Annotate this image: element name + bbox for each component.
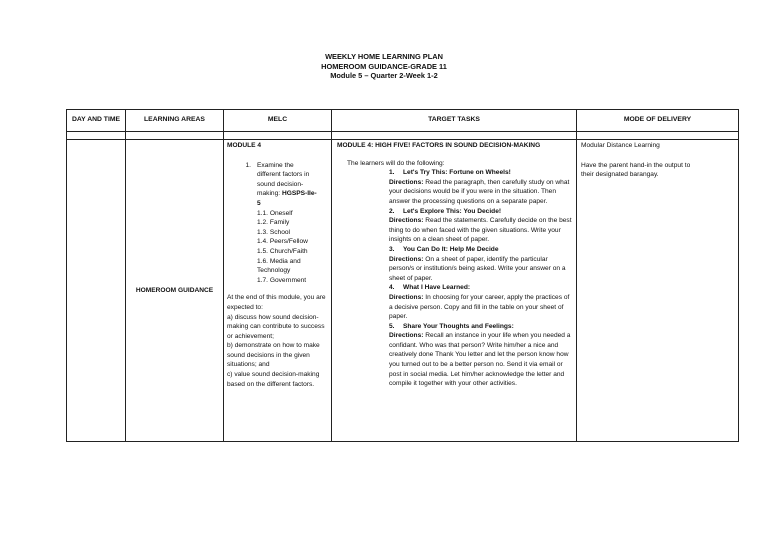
objective-number: 1. xyxy=(245,161,251,169)
task-title: You Can Do It: Help Me Decide xyxy=(403,245,499,253)
objective-code: HGSPS-IIe-5 xyxy=(257,190,317,207)
task-directions: Read the statements. Carefully decide on the best thing to do when faced with the given situations. Write your insights on a clean sheet of paper. xyxy=(389,217,572,244)
learning-area-cell: HOMEROOM GUIDANCE xyxy=(126,140,224,442)
directions-label: Directions: xyxy=(389,293,424,301)
task-title: Let's Explore This: You Decide! xyxy=(403,207,502,215)
task-directions: In choosing for your career, apply the practices of a decisive person. Copy and fill in the table on your sheet of paper. xyxy=(389,293,570,321)
factor-list xyxy=(227,209,327,286)
task-item xyxy=(389,168,573,206)
directions-label: Directions: xyxy=(389,178,424,186)
expected-item: a) discuss how sound decision-making can contribute to success or achievement; xyxy=(227,313,325,340)
tasks-intro: The learners will do the following: xyxy=(347,159,445,167)
task-directions: Recall an instance in your life when you needed a confidant. Who was that person? Write him/her a nice and creatively done Thank You letter and let the person know how you turned out to be a better person no. Send it via email or post in social media. Let him/her acknowledge the letter and compile it together with your other activities. xyxy=(389,332,571,388)
expected-item: c) value sound decision-making based on the different factors. xyxy=(227,371,320,388)
delivery-note: Have the parent hand-in the output to their designated barangay. xyxy=(581,161,691,179)
factor-item: 1.7. Government xyxy=(257,276,307,284)
col-header-areas: LEARNING AREAS xyxy=(126,110,224,132)
target-tasks-cell xyxy=(332,140,577,442)
learning-plan-table xyxy=(66,109,739,442)
delivery-mode: Modular Distance Learning xyxy=(581,142,660,149)
tasks-heading: MODULE 4: HIGH FIVE! FACTORS IN SOUND DECISION-MAKING xyxy=(337,142,541,149)
factor-item: 1.4. Peers/Fellow xyxy=(257,238,308,246)
task-number: 4. xyxy=(389,284,395,292)
day-cell xyxy=(67,140,126,442)
factor-item: 1.2. Family xyxy=(257,219,290,227)
factor-item: 1.5. Church/Faith xyxy=(257,247,308,255)
task-item xyxy=(389,207,573,245)
task-number: 1. xyxy=(389,169,395,177)
task-item xyxy=(389,322,573,389)
col-header-tasks: TARGET TASKS xyxy=(332,110,577,132)
task-title: Share Your Thoughts and Feelings: xyxy=(403,322,514,330)
document-header xyxy=(0,52,768,81)
factor-item: 1.3. School xyxy=(257,228,290,236)
task-number: 3. xyxy=(389,245,395,253)
task-number: 2. xyxy=(389,207,395,215)
task-item xyxy=(389,245,573,283)
header-line-2: HOMEROOM GUIDANCE-GRADE 11 xyxy=(321,61,447,71)
task-directions: On a sheet of paper, identify the particular person/s or institution/s being asked. Write your answer on a sheet of paper. xyxy=(389,255,566,282)
col-header-melc: MELC xyxy=(224,110,332,132)
task-title: What I Have Learned: xyxy=(403,284,471,292)
melc-cell xyxy=(224,140,332,442)
factor-item: 1.6. Media and Technology xyxy=(257,257,301,275)
directions-label: Directions: xyxy=(389,255,424,263)
col-header-delivery: MODE OF DELIVERY xyxy=(577,110,739,132)
header-line-1: WEEKLY HOME LEARNING PLAN xyxy=(325,52,443,61)
col-header-day: DAY AND TIME xyxy=(67,110,126,132)
objective-text: Examine the different factors in sound decision-making: xyxy=(257,161,310,198)
task-title: Let's Try This: Fortune on Wheels! xyxy=(403,169,511,177)
melc-module-title: MODULE 4 xyxy=(227,142,262,149)
expected-item: b) demonstrate on how to make sound decisions in the given situations; and xyxy=(227,342,320,369)
task-list xyxy=(337,168,573,389)
delivery-cell xyxy=(577,140,739,442)
header-row xyxy=(67,110,739,132)
directions-label: Directions: xyxy=(389,217,424,225)
melc-objective xyxy=(227,161,327,209)
table-row xyxy=(67,140,739,442)
expected-intro: At the end of this module, you are expected to: xyxy=(227,294,326,311)
task-number: 5. xyxy=(389,322,395,330)
header-line-3: Module 5 – Quarter 2-Week 1-2 xyxy=(330,71,438,81)
factor-item: 1.1. Oneself xyxy=(257,209,293,217)
spacer-row xyxy=(67,132,739,140)
directions-label: Directions: xyxy=(389,332,424,340)
expected-outcomes xyxy=(227,293,327,389)
task-item xyxy=(389,283,573,321)
task-directions: Read the paragraph, then carefully study on what your decisions would be if you were in the situation. Then answer the processing questions on a separate paper. xyxy=(389,178,570,205)
